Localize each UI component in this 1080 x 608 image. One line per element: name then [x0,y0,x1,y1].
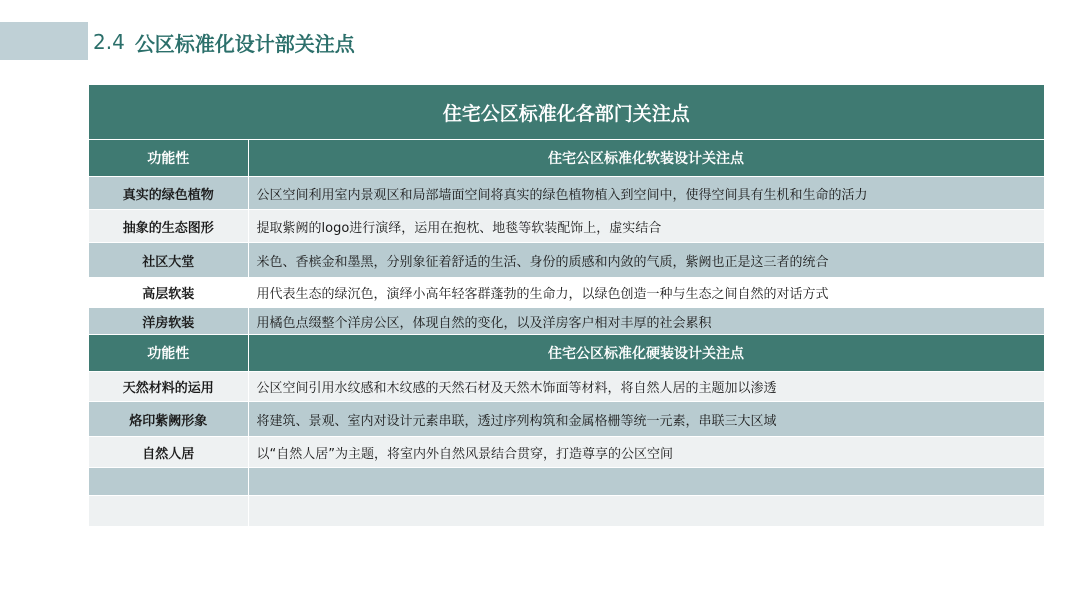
row-description: 米色、香槟金和墨黑，分别象征着舒适的生活、身份的质感和内敛的气质，紫阙也正是这三者的统合 [248,243,1044,278]
row-description: 以“自然人居”为主题，将室内外自然风景结合贯穿，打造尊享的公区空间 [248,437,1044,468]
row-feature: 洋房软装 [89,308,248,335]
row-description: 用代表生态的绿沉色，演绎小高年轻客群蓬勃的生命力，以绿色创造一种与生态之间自然的对话方式 [248,278,1044,308]
section-title: 公区标准化设计部关注点 [134,31,355,56]
empty-row [89,468,1044,496]
row-description: 将建筑、景观、室内对设计元素串联，透过序列构筑和金属格栅等统一元素，串联三大区域 [248,402,1044,437]
empty-cell [89,496,248,527]
empty-cell [89,468,248,496]
table-row [89,243,1044,278]
column-header-feature: 功能性 [89,140,248,177]
table-title: 住宅公区标准化各部门关注点 [89,85,1044,140]
table-row [89,437,1044,468]
table-title-row [89,85,1044,140]
section-number: 2.4 [93,30,125,54]
row-feature: 真实的绿色植物 [89,177,248,210]
page-title [93,27,355,57]
table-row [89,308,1044,335]
column-header-hard-focus: 住宅公区标准化硬装设计关注点 [248,335,1044,372]
row-feature: 高层软装 [89,278,248,308]
column-header-feature: 功能性 [89,335,248,372]
row-feature: 社区大堂 [89,243,248,278]
row-feature: 抽象的生态图形 [89,210,248,243]
title-accent-bar [0,22,88,60]
empty-cell [248,468,1044,496]
empty-row [89,496,1044,527]
row-description: 提取紫阙的logo进行演绎，运用在抱枕、地毯等软装配饰上，虚实结合 [248,210,1044,243]
table-row [89,177,1044,210]
column-header-soft-focus: 住宅公区标准化软装设计关注点 [248,140,1044,177]
section-header-row [89,140,1044,177]
table-row [89,372,1044,402]
table-row [89,402,1044,437]
row-description: 公区空间引用水纹感和木纹感的天然石材及天然木饰面等材料，将自然人居的主题加以渗透 [248,372,1044,402]
row-description: 公区空间利用室内景观区和局部墙面空间将真实的绿色植物植入到空间中，使得空间具有生机和生命的活力 [248,177,1044,210]
row-description: 用橘色点缀整个洋房公区，体现自然的变化，以及洋房客户相对丰厚的社会累积 [248,308,1044,335]
section-header-row [89,335,1044,372]
table-row [89,210,1044,243]
row-feature: 自然人居 [89,437,248,468]
table-row [89,278,1044,308]
focus-table [89,85,1044,527]
row-feature: 天然材料的运用 [89,372,248,402]
row-feature: 烙印紫阙形象 [89,402,248,437]
empty-cell [248,496,1044,527]
